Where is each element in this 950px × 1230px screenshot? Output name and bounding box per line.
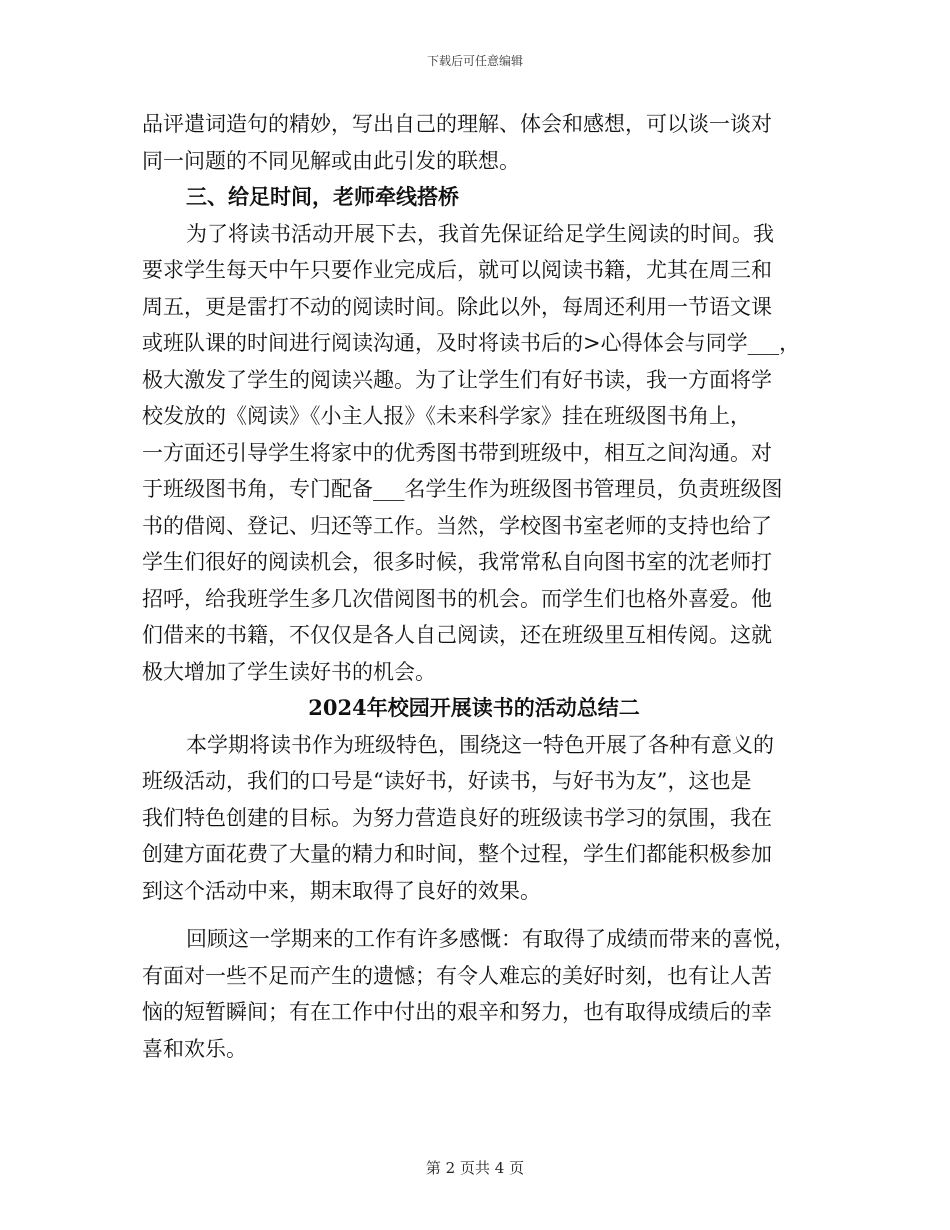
text-line: 到这个活动中来，期末取得了良好的效果。 [142,878,541,903]
text-line: 同一问题的不同见解或由此引发的联想。 [142,148,520,173]
text-line: 学生们很好的阅读机会，很多时候，我常常私自向图书室的沈老师打 [142,550,772,574]
text-line: 要求学生每天中午只要作业完成后，就可以阅读书籍，尤其在周三和 [142,258,772,282]
text-line: 本学期将读书作为班级特色，围绕这一特色开展了各种有意义的 [186,732,774,757]
text-line: 品评遣词造句的精妙，写出自己的理解、体会和感想，可以谈一谈对 [142,112,772,136]
text-line: 校发放的《阅读》《小主人报》《未来科学家》挂在班级图书角上， [142,404,751,428]
text-line: 有面对一些不足而产生的遗憾；有令人难忘的美好时刻，也有让人苦 [142,963,772,988]
text-line: 喜和欢乐。 [142,1036,247,1061]
text-line: 极大激发了学生的阅读兴趣。为了让学生们有好书读，我一方面将学 [142,367,772,392]
text-line: 回顾这一学期来的工作有许多感慨：有取得了成绩而带来的喜悦， [186,927,795,951]
page-header: 下载后可任意编辑 [426,54,523,68]
text-line: 或班队课的时间进行阅读沟通，及时将读书后的>心得体会与同学___， [142,331,801,355]
page-footer: 第 2 页共 4 页 [425,1159,525,1177]
text-line: 恼的短暂瞬间；有在工作中付出的艰辛和努力，也有取得成绩后的幸 [142,1000,772,1024]
text-line: 们借来的书籍，不仅仅是各人自己阅读，还在班级里互相传阅。这就 [142,623,772,647]
text-line: 招呼，给我班学生多几次借阅图书的机会。而学生们也格外喜爱。他 [142,586,772,611]
paragraph-spacer [142,909,806,921]
text-line: 书的借阅、登记、归还等工作。当然，学校图书室老师的支持也给了 [142,513,772,538]
section-heading: 三、给足时间，老师牵线搭桥 [186,184,459,209]
text-line: 一方面还引导学生将家中的优秀图书带到班级中，相互之间沟通。对 [142,440,772,465]
text-line: 我们特色创建的目标。为努力营造良好的班级读书学习的氛围，我在 [142,805,772,830]
text-line: 班级活动，我们的口号是“读好书，好读书，与好书为友”，这也是 [142,769,752,793]
document-body [142,106,806,1067]
text-line: 周五，更是雷打不动的阅读时间。除此以外，每周还利用一节语文课 [142,294,772,319]
text-line: 为了将读书活动开展下去，我首先保证给足学生阅读的时间。我 [186,221,774,246]
text-line: 创建方面花费了大量的精力和时间，整个过程，学生们都能积极参加 [142,842,772,866]
document-title: 2024年校园开展读书的活动总结二 [308,695,640,720]
text-line: 于班级图书角，专门配备___名学生作为班级图书管理员，负责班级图 [142,477,783,501]
text-line: 极大增加了学生读好书的机会。 [142,659,436,684]
